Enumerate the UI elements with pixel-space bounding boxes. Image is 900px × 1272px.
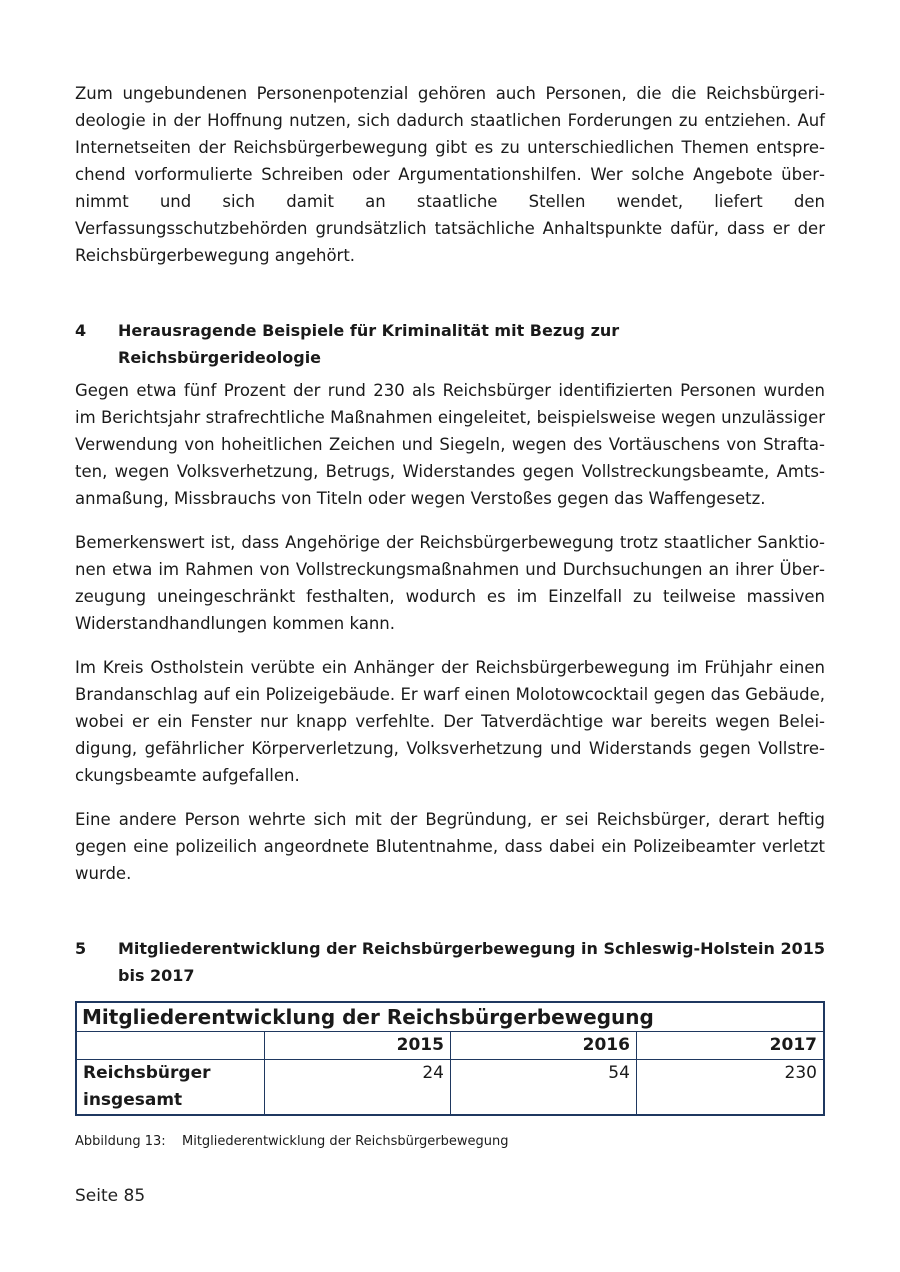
table-cell: 230 <box>636 1060 824 1116</box>
table-cell: 24 <box>265 1060 451 1116</box>
section-title: Mitgliederentwicklung der Reichsbürgerbewegung in Schleswig-Holstein 2015 bis 2017 <box>118 939 825 985</box>
table-title: Mitgliederentwicklung der Reichsbürgerbewegung <box>76 1002 824 1032</box>
table-header-year: 2017 <box>636 1032 824 1060</box>
section-4-heading <box>75 317 825 371</box>
page-content <box>75 80 825 1151</box>
page-number: Seite 85 <box>75 1186 146 1206</box>
table-header-empty <box>76 1032 265 1060</box>
section-5-heading <box>75 935 825 989</box>
caption-text: Mitgliederentwicklung der Reichsbürgerbewegung <box>182 1134 509 1149</box>
paragraph: Im Kreis Ostholstein verübte ein Anhänger der Reichsbürgerbewegung im Frühjahr einen Brandanschlag auf ein Polizeigebäude. Er warf einen Molotowcocktail gegen das Gebäude, wobei er ein Fenster nur knapp verfehlte. Der Tatverdächtige war bereits wegen Beleidigung, gefährlicher Körperverletzung, Volksverhetzung und Widerstands gegen Vollstreckungsbeamte aufgefallen. <box>75 658 825 785</box>
section-number: 5 <box>75 939 87 958</box>
table-row <box>76 1060 824 1116</box>
paragraph: Bemerkenswert ist, dass Angehörige der Reichsbürgerbewegung trotz staatlicher Sanktionen etwa im Rahmen von Vollstreckungsmaßnahmen und Durchsuchungen an ihrer Überzeugung uneingeschränkt festhalten, wodurch es im Einzelfall zu teilweise massiven Widerstandhandlungen kommen kann. <box>75 533 825 633</box>
table-header-row <box>76 1032 824 1060</box>
section-number: 4 <box>75 321 87 340</box>
table-cell: 54 <box>450 1060 636 1116</box>
caption-label: Abbildung 13: <box>75 1134 166 1149</box>
table-header-year: 2015 <box>265 1032 451 1060</box>
section-title: Herausragende Beispiele für Kriminalität mit Bezug zur Reichsbürgerideologie <box>118 321 620 367</box>
paragraph: Eine andere Person wehrte sich mit der Begründung, er sei Reichsbürger, derart heftig gegen eine polizeilich angeordnete Blutentnahme, dass dabei ein Polizeibeamter verletzt wurde. <box>75 810 825 883</box>
membership-table <box>75 1001 825 1116</box>
table-header-year: 2016 <box>450 1032 636 1060</box>
paragraph: Gegen etwa fünf Prozent der rund 230 als Reichsbürger identifizierten Personen wurden im Berichtsjahr strafrechtliche Maßnahmen eingeleitet, beispielsweise wegen unzulässiger Verwendung von hoheitlichen Zeichen und Siegeln, wegen des Vortäuschens von Straftaten, wegen Volksverhetzung, Betrugs, Widerstandes gegen Vollstreckungsbeamte, Amtsanmaßung, Missbrauchs von Titeln oder wegen Verstoßes gegen das Waffengesetz. <box>75 381 825 508</box>
paragraph-intro: Zum ungebundenen Personenpotenzial gehören auch Personen, die die Reichsbürgerideologie in der Hoffnung nutzen, sich dadurch staatlichen Forderungen zu entziehen. Auf Internetseiten der Reichsbürgerbewegung gibt es zu unterschiedlichen Themen entsprechend vorformulierte Schreiben oder Argumentationshilfen. Wer solche Angebote übernimmt und sich damit an staatliche Stellen wendet, liefert den Verfassungsschutzbehörden grundsätzlich tatsächliche Anhaltspunkte dafür, dass er der Reichsbürgerbewegung angehört. <box>75 84 825 265</box>
figure-caption <box>75 1133 825 1151</box>
table-row-label: Reichsbürger insgesamt <box>76 1060 265 1116</box>
